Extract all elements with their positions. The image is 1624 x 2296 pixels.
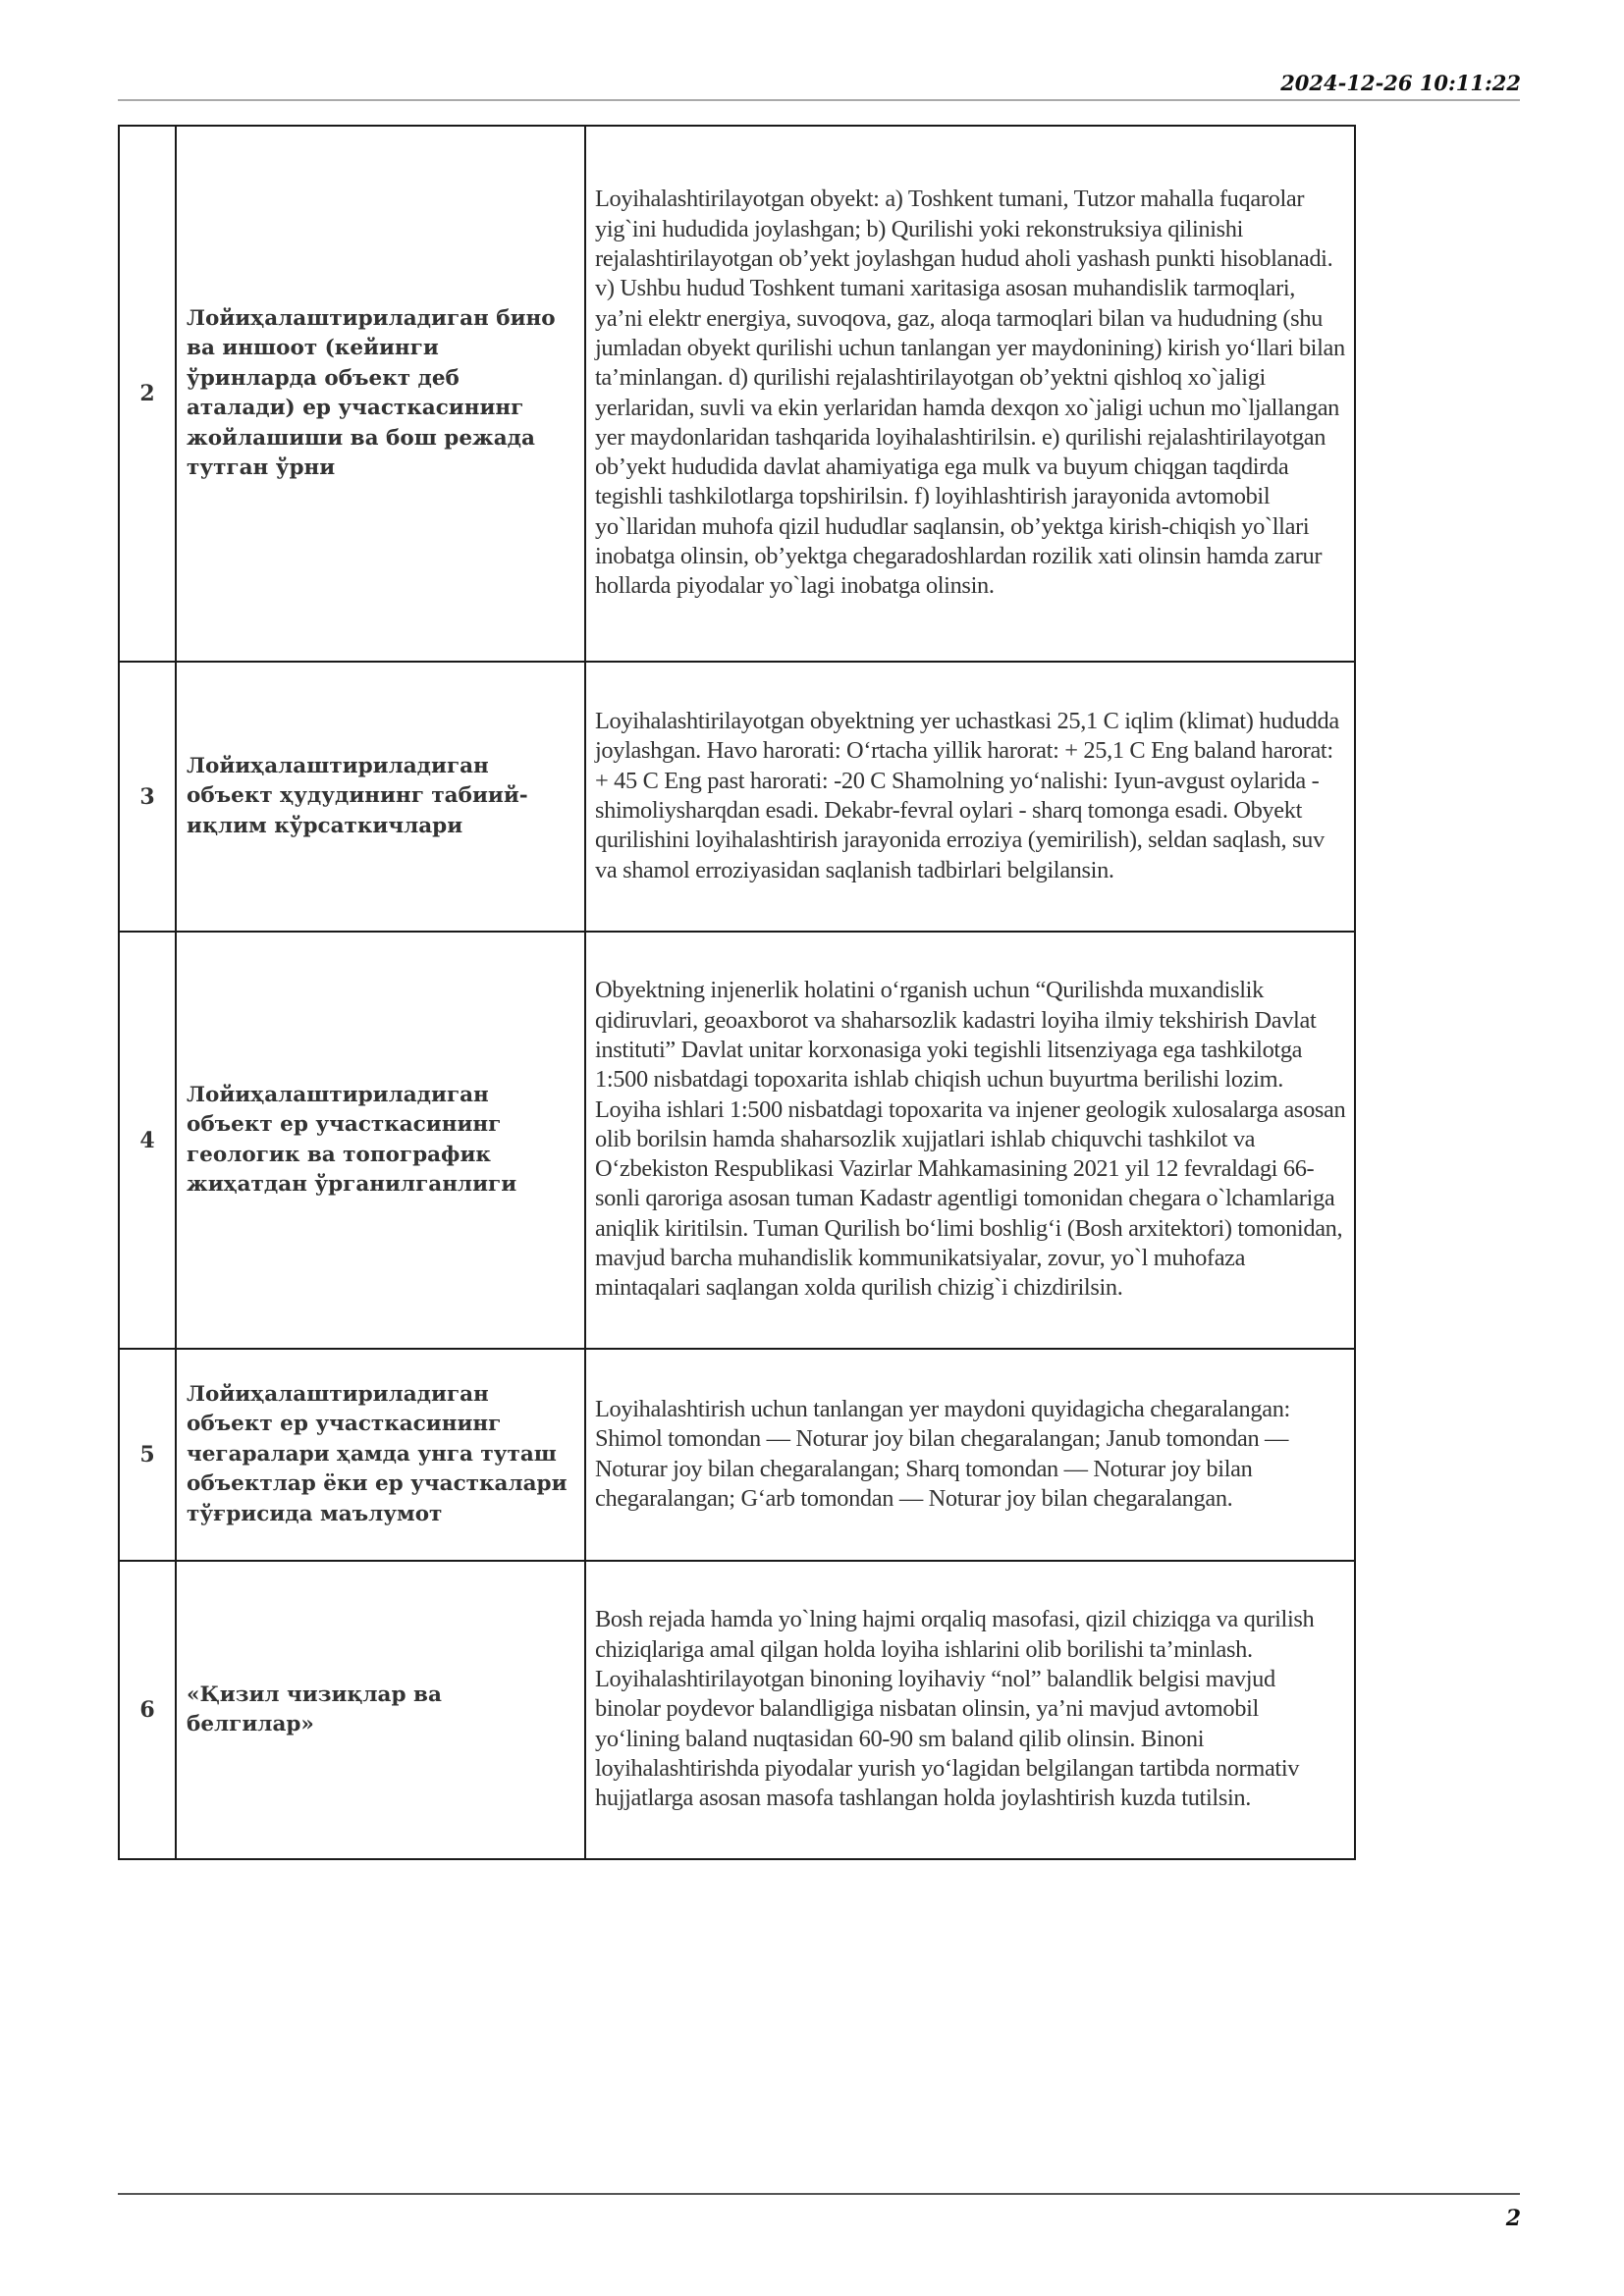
row-text <box>585 932 1355 1349</box>
row-text <box>585 662 1355 932</box>
row-number: 6 <box>119 1561 176 1859</box>
table-row <box>119 932 1355 1349</box>
row-text-content: Loyihalashtirilayotgan obyektning yer uchastkasi 25,1 C iqlim (klimat) hududda joylashgan. Havo harorati: Oʻrtacha yillik harorat: + 25,1 C Eng baland harorat: + 45 C Eng past harorati: -20 C Shamolning yoʻnalishi: Iyun-avgust oylarida - shimoliysharqdan esadi. Dekabr-fevral oylari - sharq tomonga esadi. Obyekt qurilishini loyihalashtirish jarayonida erroziya (yemirilish), seldan saqlash, suv va shamol erroziyasidan saqlanish tadbirlari belgilansin. <box>595 708 1339 883</box>
row-text <box>585 1349 1355 1561</box>
table-row <box>119 662 1355 932</box>
header-divider <box>118 99 1520 101</box>
row-text <box>585 126 1355 662</box>
row-text-content: Loyihalashtirilayotgan obyekt: a) Toshkent tumani, Tutzor mahalla fuqarolar yig`ini hududida joylashgan; b) Qurilishi yoki rekonstruksiya qilinishi rejalashtirilayotgan obʼyekt joylashgan hudud aholi yashash punkti hisoblanadi. v) Ushbu hudud Toshkent tumani xaritasiga asosan muhandislik tarmoqlari, yaʼni elektr energiya, suvoqova, gaz, aloqa tarmoqlari bilan va hududning (shu jumladan obyekt qurilishi uchun tanlangan yer maydonining) kirish yoʻllari bilan taʼminlangan. d) qurilishi rejalashtirilayotgan obʼyektni qishloq xo`jaligi yerlaridan, suvli va ekin yerlaridan hamda dexqon xo`jaligi uchun mo`ljallangan yer maydonlaridan tashqarida loyihalashtirilsin. e) qurilishi rejalashtirilayotgan obʼyekt hududida davlat ahamiyatiga ega mulk va buyum chiqgan taqdirda tegishli tashkilotlarga topshirilsin. f) loyihlashtirish jarayonida avtomobil yo`llaridan muhofa qizil hududlar saqlansin, obʼyektga kirish-chiqish yo`llari inobatga olinsin, obʼyektga chegaradoshlardan rozilik xati olinsin hamda zarur hollarda piyodalar yo`lagi inobatga olinsin. <box>595 186 1345 600</box>
row-number: 4 <box>119 932 176 1349</box>
row-text-content: Obyektning injenerlik holatini oʻrganish uchun “Qurilishda muxandislik qidiruvlari, geoaxborot va shaharsozlik kadastri loyiha ilmiy tekshirish Davlat instituti” Davlat unitar korxonasiga yoki tegishli litsenziyaga ega tashkilotga 1:500 nisbatdagi topoxarita ishlab chiqish uchun buyurtma berilishi lozim. Loyiha ishlari 1:500 nisbatdagi topoxarita va injener geologik xulosalarga asosan olib borilsin hamda shaharsozlik xujjatlari ishlab chiquvchi tashkilot va Oʻzbekiston Respublikasi Vazirlar Mahkamasining 2021 yil 12 fevraldagi 66-sonli qaroriga asosan tuman Kadastr agentligi tomonidan chegara o`lchamlariga aniqlik kiritilsin. Tuman Qurilish boʻlimi boshligʻi (Bosh arxitektori) tomonidan, mavjud barcha muhandislik kommunikatsiyalar, zovur, yo`l muhofaza mintaqalari saqlangan xolda qurilish chizig`i chizdirilsin. <box>595 977 1346 1302</box>
row-label: Лойиҳалаштириладиган бино ва иншоот (кейинги ўринларда объект деб аталади) ер участкасининг жойлашиши ва бош режада тутган ўрни <box>176 126 585 662</box>
footer-divider <box>118 2193 1520 2195</box>
row-number: 5 <box>119 1349 176 1561</box>
row-label: Лойиҳалаштириладиган объект ер участкасининг чегаралари ҳамда унга туташ объектлар ёки ер участкалари тўғрисида маълумот <box>176 1349 585 1561</box>
row-text-content: Bosh rejada hamda yo`lning hajmi orqaliq masofasi, qizil chiziqga va qurilish chiziqlariga amal qilgan holda loyiha ishlarini olib borilishi taʼminlash. Loyihalashtirilayotgan binoning loyihaviy “nol” balandlik belgisi mavjud binolar poydevor balandligiga nisbatan olinsin, yaʼni mavjud avtomobil yoʻlining baland nuqtasidan 60-90 sm baland qilib olinsin. Binoni loyihalashtirishda piyodalar yurish yoʻlagidan belgilangan tartibda normativ hujjatlarga asosan masofa tashlangan holda joylashtirish kuzda tutilsin. <box>595 1606 1315 1812</box>
row-number: 2 <box>119 126 176 662</box>
row-label: Лойиҳалаштириладиган объект ҳудудининг табиий-иқлим кўрсаткичлари <box>176 662 585 932</box>
row-text-content: Loyihalashtirish uchun tanlangan yer maydoni quyidagicha chegaralangan: Shimol tomondan — Noturar joy bilan chegaralangan; Janub tomondan — Noturar joy bilan chegaralangan; Sharq tomondan — Noturar joy bilan chegaralangan; Gʻarb tomondan — Noturar joy bilan chegaralangan. <box>595 1395 1290 1512</box>
specification-table <box>118 125 1356 1860</box>
page-number: 2 <box>1505 2206 1521 2231</box>
table-row <box>119 126 1355 662</box>
document-timestamp: 2024-12-26 10:11:22 <box>1280 71 1521 95</box>
table-row <box>119 1349 1355 1561</box>
row-label: «Қизил чизиқлар ва белгилар» <box>176 1561 585 1859</box>
table-row <box>119 1561 1355 1859</box>
row-label: Лойиҳалаштириладиган объект ер участкасининг геологик ва топографик жиҳатдан ўрганилганлиги <box>176 932 585 1349</box>
row-number: 3 <box>119 662 176 932</box>
row-text <box>585 1561 1355 1859</box>
